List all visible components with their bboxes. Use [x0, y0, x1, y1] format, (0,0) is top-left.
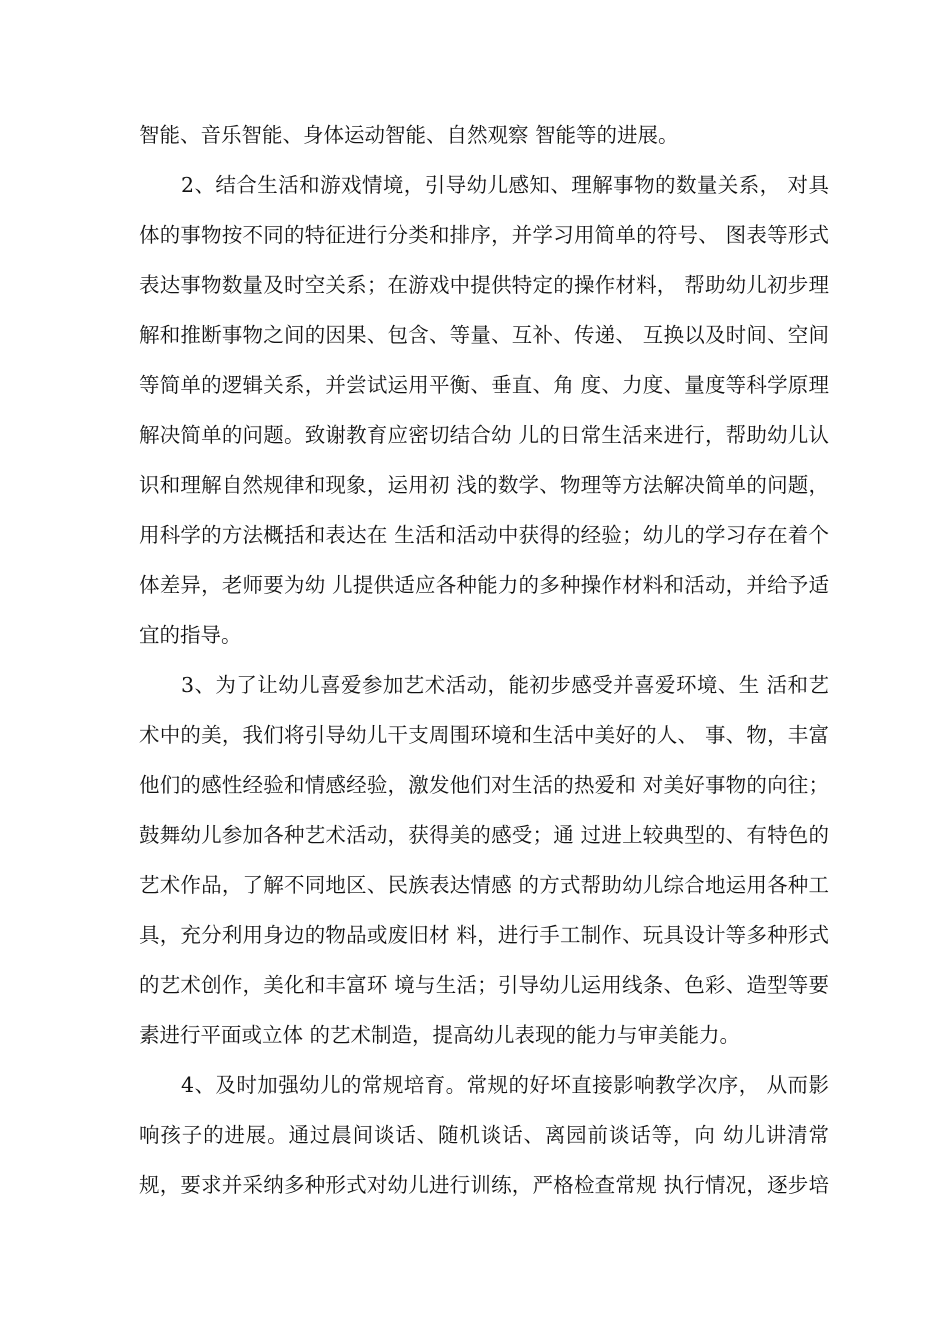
text-line: 解和推断事物之间的因果、包含、等量、互补、传递、 互换以及时间、空间: [139, 323, 829, 347]
text-line: 艺术作品，了解不同地区、民族表达情感 的方式帮助幼儿综合地运用各种工: [139, 873, 829, 897]
text-line: 表达事物数量及时空关系；在游戏中提供特定的操作材料， 帮助幼儿初步理: [139, 273, 829, 297]
text-line: 素进行平面或立体 的艺术制造，提高幼儿表现的能力与审美能力。: [139, 1023, 741, 1047]
text-line: 识和理解自然规律和现象，运用初 浅的数学、物理等方法解决简单的问题，: [139, 473, 829, 497]
text-line: 宜的指导。: [139, 623, 242, 647]
text-line: 他们的感性经验和情感经验，激发他们对生活的热爱和 对美好事物的向往；: [139, 773, 829, 797]
paragraph-start-line: 3、为了让幼儿喜爱参加艺术活动，能初步感受并喜爱环境、生 活和艺: [181, 673, 829, 697]
text-line: 术中的美，我们将引导幼儿干支周围环境和生活中美好的人、 事、物，丰富: [139, 723, 829, 747]
text-line: 等简单的逻辑关系，并尝试运用平衡、垂直、角 度、力度、量度等科学原理: [139, 373, 829, 397]
text-line: 智能、音乐智能、身体运动智能、自然观察 智能等的进展。: [139, 123, 679, 147]
text-line: 具，充分利用身边的物品或废旧材 料，进行手工制作、玩具设计等多种形式: [139, 923, 829, 947]
text-line: 体的事物按不同的特征进行分类和排序，并学习用简单的符号、 图表等形式: [139, 223, 829, 247]
paragraph-start-line: 4、及时加强幼儿的常规培育。常规的好坏直接影响教学次序， 从而影: [181, 1073, 829, 1097]
text-line: 体差异，老师要为幼 儿提供适应各种能力的多种操作材料和活动，并给予适: [139, 573, 829, 597]
text-line: 规，要求并采纳多种形式对幼儿进行训练，严格检查常规 执行情况，逐步培: [139, 1173, 829, 1197]
text-line: 的艺术创作，美化和丰富环 境与生活；引导幼儿运用线条、色彩、造型等要: [139, 973, 829, 997]
text-line: 鼓舞幼儿参加各种艺术活动，获得美的感受；通 过进上较典型的、有特色的: [139, 823, 829, 847]
text-line: 响孩子的进展。通过晨间谈话、随机谈话、离园前谈话等，向 幼儿讲清常: [139, 1123, 829, 1147]
text-line: 解决简单的问题。致谢教育应密切结合幼 儿的日常生活来进行，帮助幼儿认: [139, 423, 829, 447]
paragraph-start-line: 2、结合生活和游戏情境，引导幼儿感知、理解事物的数量关系， 对具: [181, 173, 829, 197]
text-line: 用科学的方法概括和表达在 生活和活动中获得的经验；幼儿的学习存在着个: [139, 523, 829, 547]
